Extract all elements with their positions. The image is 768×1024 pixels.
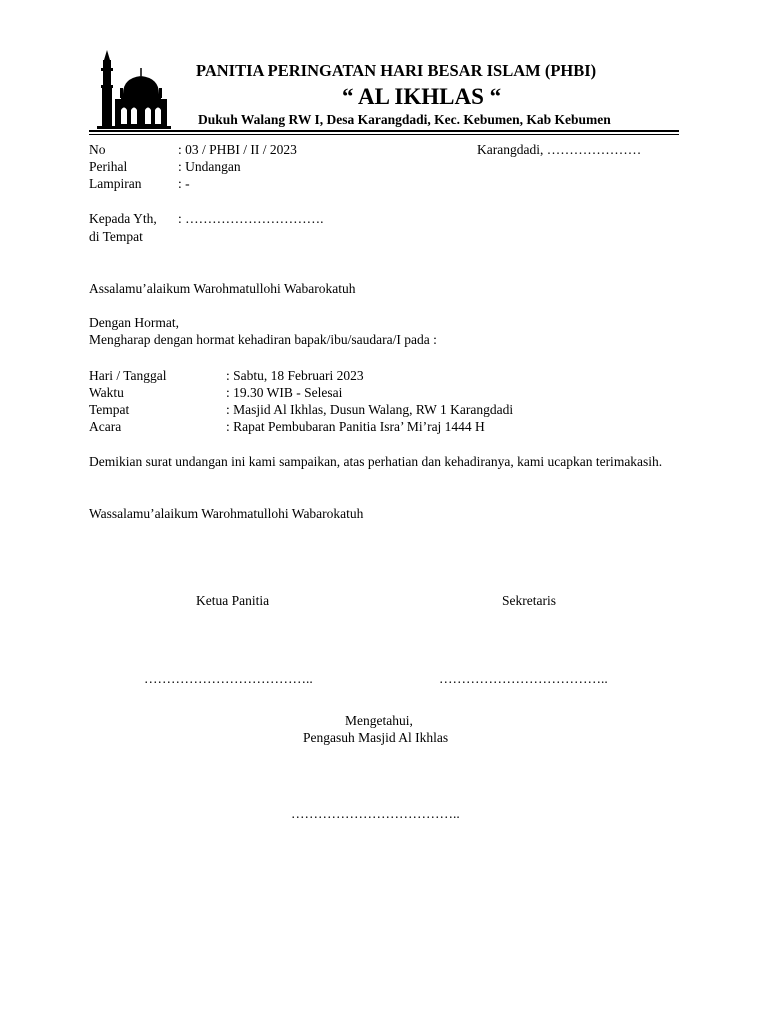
detail-value: : Sabtu, 18 Februari 2023 [226,368,364,383]
no-value: : 03 / PHBI / II / 2023 [178,142,297,157]
mengetahui: Mengetahui, [345,713,413,728]
sekretaris-title: Sekretaris [502,593,556,608]
greeting: Assalamu’alaikum Warohmatullohi Wabarokatuh [89,281,356,296]
intro: Mengharap dengan hormat kehadiran bapak/ibu/saudara/I pada : [89,332,437,347]
mosque-logo-icon [93,50,175,130]
pengasuh-signature-line: ……………………………….. [291,806,460,821]
hormat: Dengan Hormat, [89,315,179,330]
detail-value: : Rapat Pembubaran Panitia Isra’ Mi’raj 1444 H [226,419,485,434]
org-name: “ AL IKHLAS “ [342,84,502,109]
perihal-value: : Undangan [178,159,241,174]
salam-closing: Wassalamu’alaikum Warohmatullohi Wabarokatuh [89,506,364,521]
pengasuh-title: Pengasuh Masjid Al Ikhlas [303,730,449,745]
sekretaris-signature-line: ……………………………….. [439,671,608,686]
header-rule-thick [89,130,679,132]
closing-paragraph: Demikian surat undangan ini kami sampaikan, atas perhatian dan kehadiranya, kami ucapkan terimakasih. [89,454,663,469]
perihal-label: Perihal [89,159,128,174]
di-tempat: di Tempat [89,229,143,244]
place-date: Karangdadi, ………………… [477,142,642,157]
detail-value: : 19.30 WIB - Selesai [226,385,343,400]
ketua-signature-line: ……………………………….. [144,671,313,686]
detail-label: Tempat [89,402,130,417]
lampiran-label: Lampiran [89,176,142,191]
detail-value: : Masjid Al Ikhlas, Dusun Walang, RW 1 Karangdadi [226,402,514,417]
detail-label: Acara [89,419,122,434]
kepada-value: : …………………………. [178,211,324,226]
header-rule-thin [89,134,679,135]
detail-label: Hari / Tanggal [89,368,167,383]
org-title: PANITIA PERINGATAN HARI BESAR ISLAM (PHBI) [196,61,597,80]
ketua-title: Ketua Panitia [196,593,270,608]
detail-label: Waktu [89,385,124,400]
org-address: Dukuh Walang RW I, Desa Karangdadi, Kec. Kebumen, Kab Kebumen [198,112,611,127]
no-label: No [89,142,106,157]
lampiran-value: : - [178,176,190,191]
kepada-label: Kepada Yth, [89,211,157,226]
